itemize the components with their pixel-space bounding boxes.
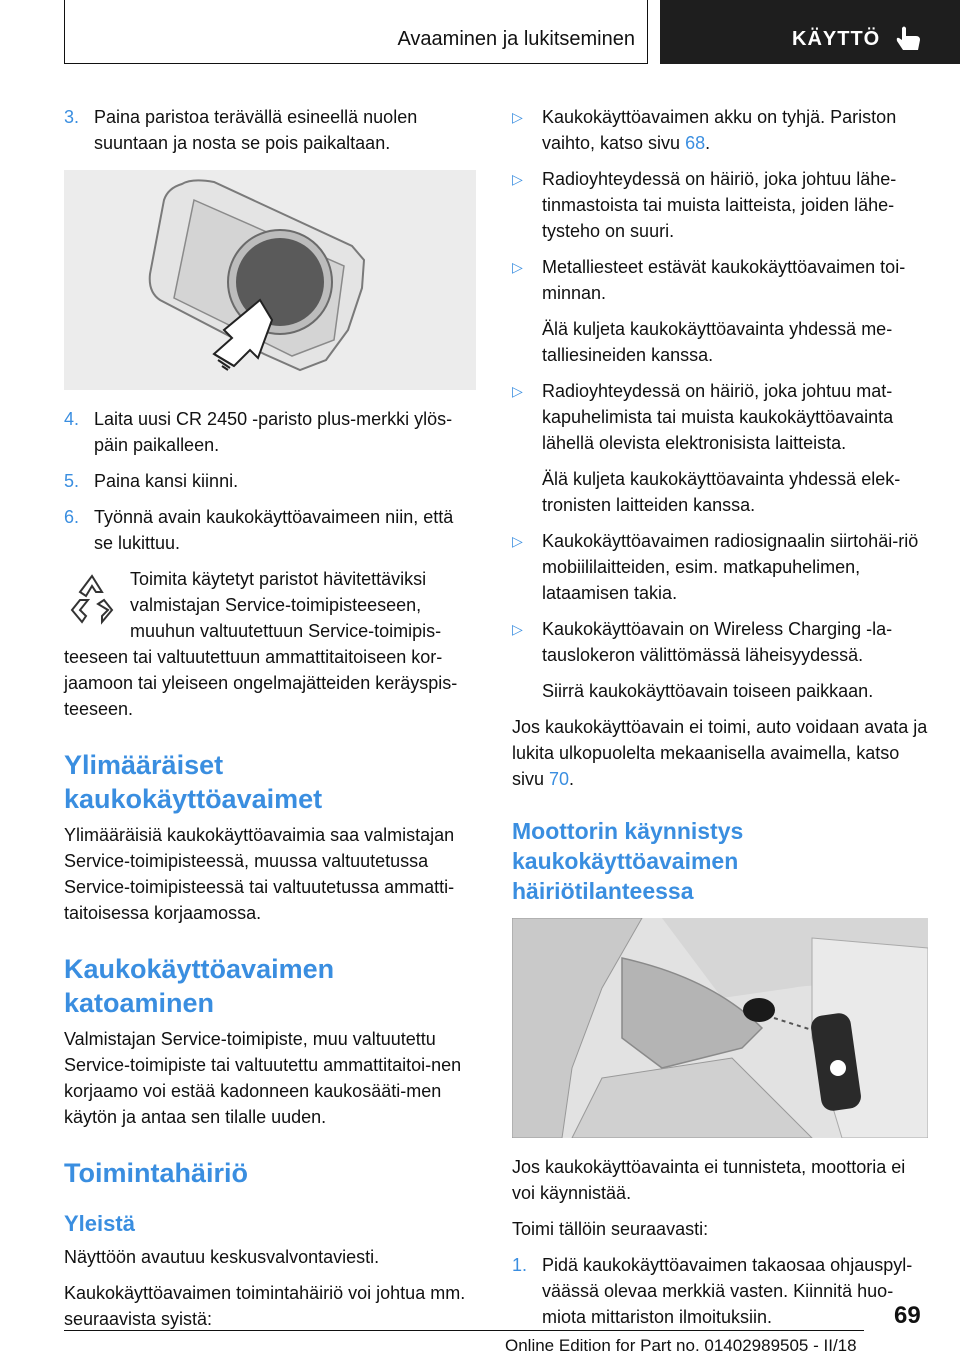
step-text: Pidä kaukokäyttöavaimen takaosaa ohjauspyl-väässä olevaa merkkiä vasten. Kiinnitä huo-miota mittariston ilmoituksiin. (542, 1255, 913, 1327)
triangle-bullet-icon: ▷ (512, 383, 523, 399)
cause-advice: Älä kuljeta kaukokäyttöavainta yhdessä elek-tronisten laitteiden kanssa. (542, 469, 901, 515)
footer-rule (64, 1330, 864, 1331)
paragraph-general-2: Kaukokäyttöavaimen toimintahäiriö voi johtua mm. seuraavista syistä: (64, 1283, 466, 1329)
recycling-note-indented: Toimita käytetyt paristot hävitettäviksi valmistajan Service-toimipisteeseen, muuhun valtuutettuun Service-toimipis- (130, 569, 442, 641)
heading-spare-keys: Ylimääräiset kaukokäyttöavaimet (64, 750, 323, 814)
step-number: 5. (64, 471, 80, 491)
cause-item (512, 104, 928, 156)
paragraph-mechanical-key (512, 714, 928, 792)
heading-malfunction: Toimintahäiriö (64, 1158, 249, 1188)
header-chapter-title: KÄYTTÖ (792, 28, 881, 50)
header-chapter-tab (660, 0, 960, 64)
paragraph-start-2: Toimi tällöin seuraavasti: (512, 1219, 709, 1239)
paragraph-start-1: Jos kaukokäyttöavainta ei tunnisteta, moottoria ei voi käynnistää. (512, 1157, 906, 1203)
step-number: 4. (64, 409, 80, 429)
heading-general: Yleistä (64, 1211, 135, 1236)
cause-text: Metalliesteet estävät kaukokäyttöavaimen toi-minnan. (542, 257, 906, 303)
triangle-bullet-icon: ▷ (512, 533, 523, 549)
cause-text: Kaukokäyttöavain on Wireless Charging -la-tauslokeron välittömässä läheisyydessä. (542, 619, 893, 665)
cause-text-end: . (705, 133, 711, 153)
cause-item (512, 528, 928, 606)
recycle-icon (64, 570, 120, 626)
step-number: 1. (512, 1255, 528, 1275)
cause-text: Radioyhteydessä on häiriö, joka johtuu mat-kapuhelimista tai muista kaukokäyttöavainta lähellä olevista elektronisista laitteista. (542, 381, 894, 453)
hand-pointer-icon (894, 24, 924, 54)
step-text: Laita uusi CR 2450 -paristo plus-merkki ylös-päin paikalleen. (94, 409, 453, 455)
step-3 (64, 104, 476, 156)
cause-item (512, 254, 928, 306)
heading-engine-start: Moottorin käynnistys kaukokäyttöavaimen häiriötilanteessa (512, 818, 744, 904)
cause-text: Radioyhteydessä on häiriö, joka johtuu lähe-tinmastoista tai muista laitteista, joiden lähe-tysteho on suuri. (542, 169, 897, 241)
right-column (512, 104, 928, 1340)
step-number: 3. (64, 107, 80, 127)
triangle-bullet-icon: ▷ (512, 171, 523, 187)
key-battery-illustration (64, 170, 476, 390)
cause-advice: Siirrä kaukokäyttöavain toiseen paikkaan. (542, 681, 874, 701)
step-text: Paina kansi kiinni. (94, 471, 239, 491)
recycling-note-continued: teeseen tai valtuutettuun ammattitaitoiseen kor-jaamoon tai yleiseen ongelmajätteiden keräyspis-teeseen. (64, 647, 458, 719)
triangle-bullet-icon: ▷ (512, 109, 523, 125)
start-step-1 (512, 1252, 928, 1330)
paragraph-text: Jos kaukokäyttöavain ei toimi, auto voidaan avata ja lukita ulkopuolelta mekaanisella avaimella, katso sivu (512, 717, 928, 789)
footer-edition: Online Edition for Part no. 01402989505 - II/18 (505, 1336, 857, 1355)
page-link-68[interactable]: 68 (685, 133, 706, 153)
step-text: Paina paristoa terävällä esineellä nuolen suuntaan ja nosta se pois paikaltaan. (94, 107, 418, 153)
page-link-70[interactable]: 70 (549, 769, 570, 789)
cause-item (512, 616, 928, 668)
step-6 (64, 504, 476, 556)
left-column (64, 104, 476, 1342)
triangle-bullet-icon: ▷ (512, 621, 523, 637)
cause-item (512, 378, 928, 456)
paragraph-text-end: . (569, 769, 575, 789)
cause-item (512, 166, 928, 244)
triangle-bullet-icon: ▷ (512, 259, 523, 275)
cause-advice: Älä kuljeta kaukokäyttöavainta yhdessä me-talliesineiden kanssa. (542, 319, 893, 365)
page-number: 69 (894, 1302, 921, 1329)
step-number: 6. (64, 507, 80, 527)
heading-key-loss: Kaukokäyttöavaimen katoaminen (64, 954, 335, 1018)
steering-column-illustration (512, 918, 928, 1138)
step-text: Työnnä avain kaukokäyttöavaimeen niin, että se lukittuu. (94, 507, 454, 553)
paragraph-key-loss: Valmistajan Service-toimipiste, muu valtuutettu Service-toimipiste tai valtuutettu ammattitaitoi-nen korjaamo voi estää kadonneen kaukosääti-men käytön ja antaa sen tilalle uuden. (64, 1029, 462, 1127)
paragraph-spare-keys: Ylimääräisiä kaukokäyttöavaimia saa valmistajan Service-toimipisteessä, muussa valtuutetussa Service-toimipisteessä tai valtuutetussa ammatti-taitoisessa korjaamossa. (64, 825, 455, 923)
header-section-title: Avaaminen ja lukitseminen (397, 28, 635, 50)
paragraph-general-1: Näyttöön avautuu keskusvalvontaviesti. (64, 1247, 380, 1267)
recycling-note (64, 566, 476, 722)
step-5 (64, 468, 476, 494)
cause-text: Kaukokäyttöavaimen radiosignaalin siirtohäi-riö mobiililaitteiden, esim. matkapuhelimen, lataamisen takia. (542, 531, 919, 603)
cause-text: Kaukokäyttöavaimen akku on tyhjä. Pariston vaihto, katso sivu (542, 107, 897, 153)
header-section-box (64, 0, 648, 64)
step-4 (64, 406, 476, 458)
